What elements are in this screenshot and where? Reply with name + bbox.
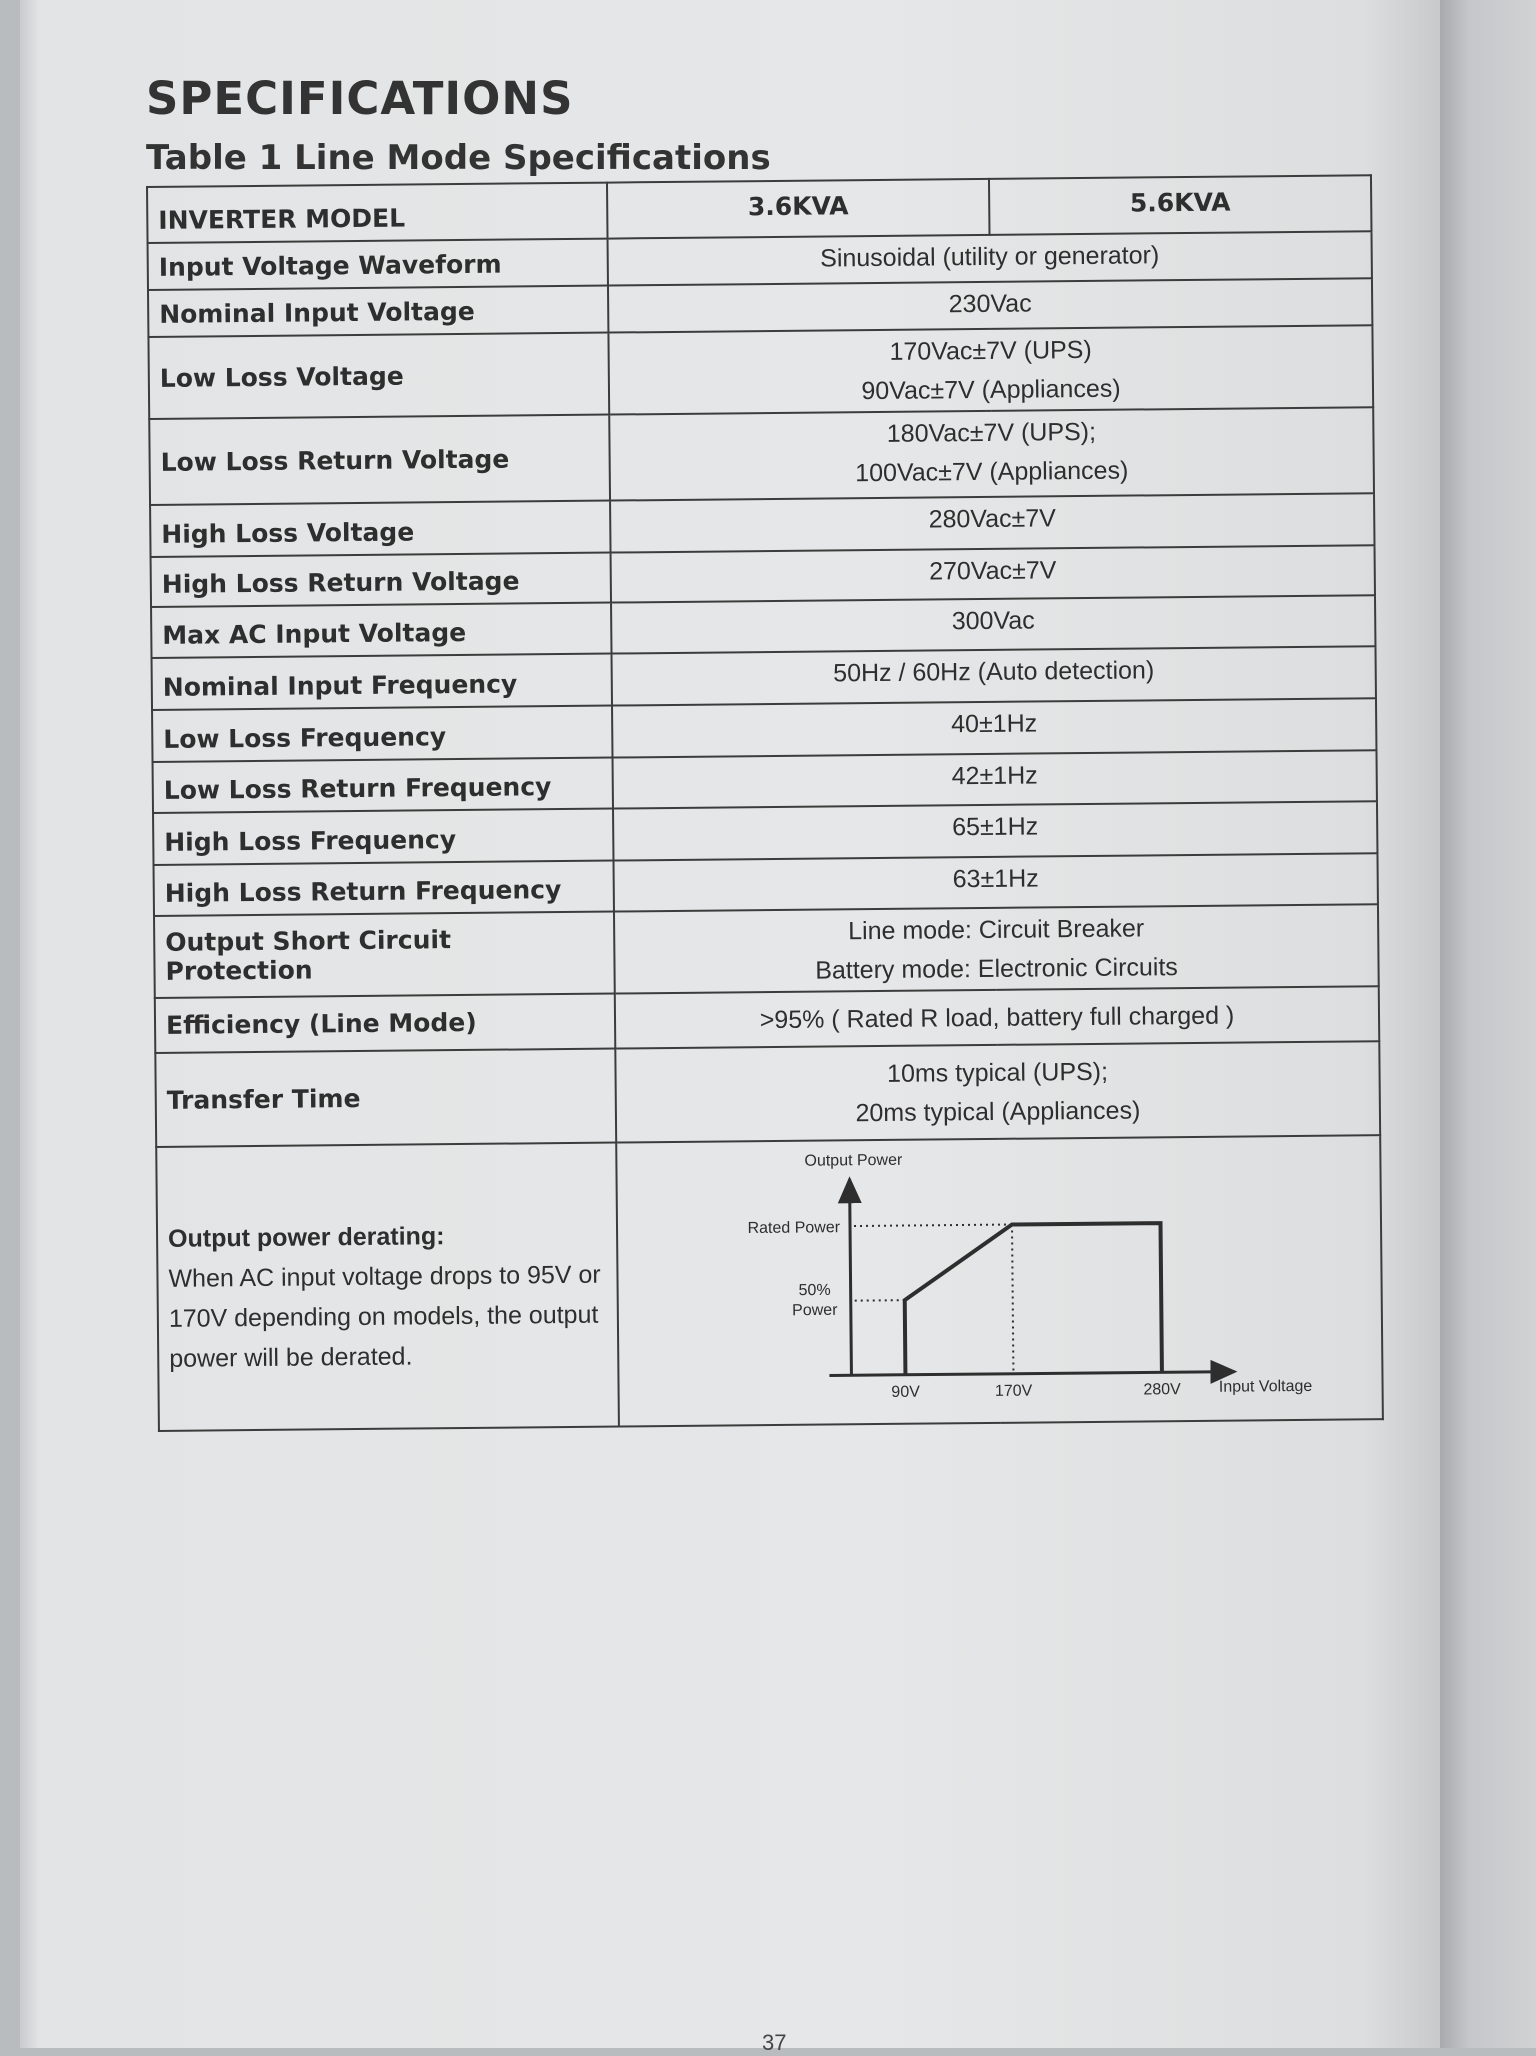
x-axis-label: Input Voltage xyxy=(1219,1378,1313,1396)
row-label: Output Short Circuit Protection xyxy=(154,912,615,998)
table-row xyxy=(155,1041,1380,1147)
row-label: Nominal Input Frequency xyxy=(152,654,612,710)
row-value xyxy=(611,595,1375,653)
derating-title: Output power derating: xyxy=(168,1215,606,1259)
y-axis xyxy=(850,1179,852,1375)
row-value xyxy=(609,407,1374,500)
row-value xyxy=(612,698,1376,757)
page-number: 37 xyxy=(762,2030,786,2056)
row-value xyxy=(615,986,1379,1048)
value-line: 180Vac±7V (UPS); xyxy=(620,410,1362,456)
row-value xyxy=(608,325,1373,414)
value-line: 65±1Hz xyxy=(624,804,1366,850)
row-value xyxy=(611,545,1375,602)
row-label: Efficiency (Line Mode) xyxy=(155,994,616,1053)
page-heading: SPECIFICATIONS xyxy=(146,72,574,125)
row-label: Transfer Time xyxy=(155,1049,616,1147)
row-value xyxy=(614,904,1379,993)
value-line: 20ms typical (Appliances) xyxy=(627,1089,1369,1135)
x-axis xyxy=(829,1372,1234,1376)
output-power-series xyxy=(904,1223,1162,1375)
model-3-6kva: 3.6KVA xyxy=(607,179,990,239)
value-line: 280Vac±7V xyxy=(621,496,1363,542)
row-label: Nominal Input Voltage xyxy=(148,286,608,337)
row-label: Input Voltage Waveform xyxy=(148,239,608,290)
derating-chart-cell xyxy=(616,1135,1383,1426)
y-axis-label: Output Power xyxy=(804,1152,903,1170)
model-5-6kva: 5.6KVA xyxy=(989,175,1372,235)
row-label: Low Loss Return Frequency xyxy=(153,758,613,813)
row-label: High Loss Return Voltage xyxy=(151,553,611,607)
value-line: 230Vac xyxy=(619,281,1361,327)
row-label: Low Loss Voltage xyxy=(148,333,609,419)
row-label: Max AC Input Voltage xyxy=(151,603,611,658)
table-row xyxy=(148,325,1373,419)
derating-chart xyxy=(617,1136,1382,1423)
value-line: 100Vac±7V (Appliances) xyxy=(621,449,1363,495)
value-line: 270Vac±7V xyxy=(622,548,1364,594)
value-line: 10ms typical (UPS); xyxy=(626,1050,1368,1096)
value-line: 63±1Hz xyxy=(625,856,1367,902)
x-tick-280v: 280V xyxy=(1143,1381,1181,1398)
value-line: 50Hz / 60Hz (Auto detection) xyxy=(623,649,1365,695)
row-label: High Loss Frequency xyxy=(153,809,613,865)
row-value xyxy=(608,231,1372,285)
value-line: 40±1Hz xyxy=(623,701,1365,747)
derating-row xyxy=(156,1135,1383,1431)
value-line: 170Vac±7V (UPS) xyxy=(619,328,1361,374)
book-spine-shadow xyxy=(1440,0,1536,2048)
line-mode-spec-table xyxy=(146,174,1384,1432)
row-value xyxy=(610,493,1374,552)
table-row xyxy=(154,904,1379,998)
table-row xyxy=(149,407,1374,505)
derating-note xyxy=(156,1143,619,1431)
table-title: Table 1 Line Mode Specifications xyxy=(146,138,771,178)
value-line: >95% ( Rated R load, battery full charged ) xyxy=(626,995,1368,1041)
model-label: INVERTER MODEL xyxy=(147,183,608,243)
y-tick-rated-power: Rated Power xyxy=(747,1219,840,1237)
row-value xyxy=(613,750,1377,808)
value-line: 300Vac xyxy=(622,598,1364,644)
derating-text: When AC input voltage drops to 95V or 170V depending on models, the output power will be derated. xyxy=(168,1255,607,1379)
y-tick-50-percent: 50% xyxy=(799,1282,831,1299)
x-tick-170v: 170V xyxy=(995,1383,1033,1400)
y-tick-power: Power xyxy=(792,1302,838,1319)
x-tick-90v: 90V xyxy=(891,1384,920,1401)
row-value xyxy=(613,853,1377,911)
value-line: 90Vac±7V (Appliances) xyxy=(620,367,1362,413)
row-value xyxy=(612,646,1376,705)
value-line: 42±1Hz xyxy=(624,753,1366,799)
rated-power-guide-line xyxy=(854,1225,1012,1227)
row-value xyxy=(608,278,1372,332)
row-label: Low Loss Frequency xyxy=(152,706,612,762)
value-line: Line mode: Circuit Breaker xyxy=(625,907,1367,953)
row-value xyxy=(615,1041,1380,1142)
170v-guide-line xyxy=(1012,1225,1013,1374)
row-label: Low Loss Return Voltage xyxy=(149,415,610,505)
row-label: High Loss Return Frequency xyxy=(154,861,614,916)
row-label: High Loss Voltage xyxy=(150,501,610,557)
value-line: Sinusoidal (utility or generator) xyxy=(619,234,1361,280)
row-value xyxy=(613,801,1377,860)
value-line: Battery mode: Electronic Circuits xyxy=(625,946,1367,992)
